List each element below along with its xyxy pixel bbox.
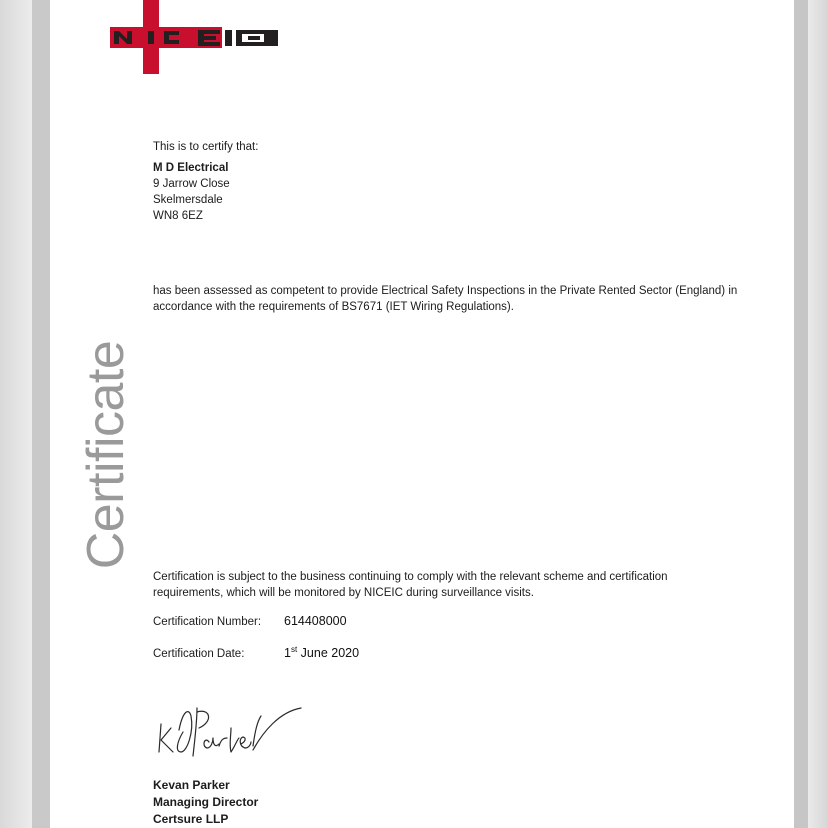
assessment-statement: has been assessed as competent to provide Electrical Safety Inspections in the Private Rented Sector (England) in accordance with the requirements of BS7671 (IET Wiring Regulations). [153, 285, 738, 313]
certification-date-day: 1 [284, 646, 291, 661]
background-left [0, 0, 32, 828]
signatory-block [153, 777, 258, 828]
certification-date-label: Certification Date: [153, 648, 245, 660]
handwritten-signature [153, 702, 303, 766]
signatory-name: Kevan Parker [153, 778, 230, 792]
holder-address-line1: 9 Jarrow Close [153, 178, 230, 190]
holder-company-name: M D Electrical [153, 162, 229, 174]
certification-date-rest: June 2020 [297, 646, 360, 661]
certification-date-suffix: st [290, 645, 298, 654]
frame-right-border [794, 0, 808, 828]
certification-number-value: 614408000 [284, 614, 347, 628]
holder-address-line2: Skelmersdale [153, 194, 223, 206]
frame-left-border [32, 0, 50, 828]
certificate-page [50, 0, 794, 828]
certify-intro: This is to certify that: [153, 141, 259, 153]
holder-address [153, 160, 230, 224]
certification-number-label: Certification Number: [153, 616, 262, 628]
certification-date-value [284, 645, 359, 660]
holder-postcode: WN8 6EZ [153, 210, 203, 222]
certification-conditions: Certification is subject to the business continuing to comply with the relevant scheme and certification requirements, which will be monitored by NICEIC during surveillance visits. [153, 571, 668, 599]
background-right [806, 0, 828, 828]
niceic-logo [110, 0, 280, 76]
certificate-watermark: Certificate [77, 340, 135, 570]
signatory-title: Managing Director [153, 795, 259, 809]
signatory-company: Certsure LLP [153, 812, 229, 826]
